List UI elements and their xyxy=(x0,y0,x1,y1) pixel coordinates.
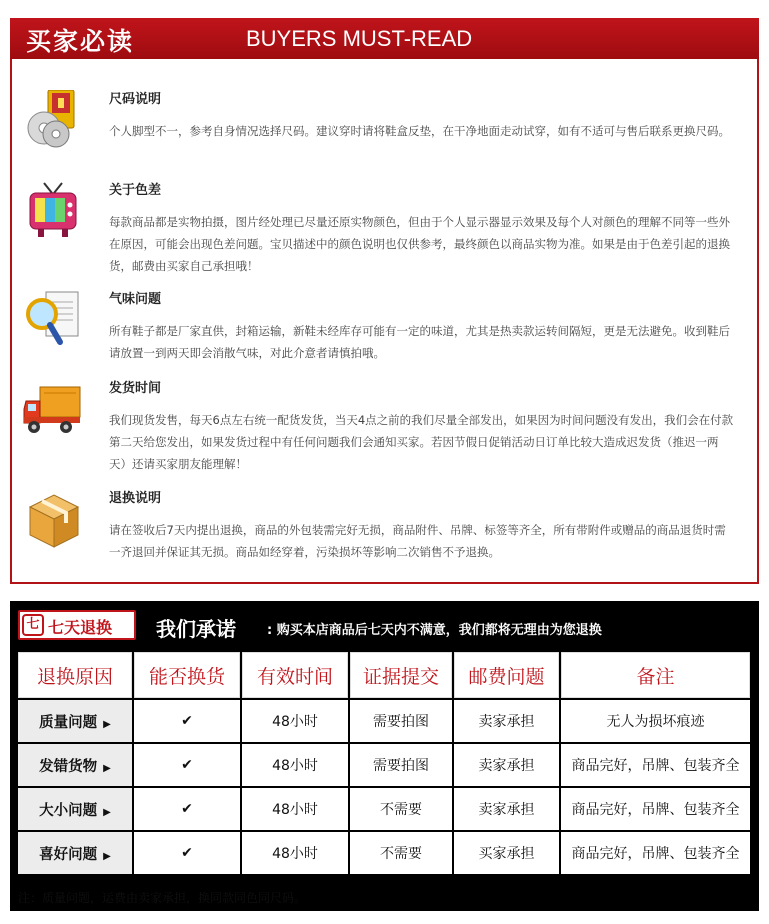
book-cd-icon xyxy=(22,90,84,152)
table-header-cell: 退换原因 xyxy=(18,652,132,698)
note: 无人为损坏痕迹 xyxy=(561,700,750,742)
magnifier-document-icon xyxy=(22,290,84,352)
arrow-right-icon: ▶ xyxy=(103,718,111,730)
row-reason xyxy=(18,744,132,786)
row-reason xyxy=(18,832,132,874)
check-icon: ✔ xyxy=(134,832,240,874)
postage: 买家承担 xyxy=(454,832,559,874)
check-icon: ✔ xyxy=(134,788,240,830)
section-title: 关于色差 xyxy=(109,183,162,198)
section-title: 气味问题 xyxy=(109,292,162,307)
header-title-en: BUYERS MUST-READ xyxy=(246,26,473,51)
evidence: 不需要 xyxy=(350,832,452,874)
table-header-cell: 能否换货 xyxy=(134,652,240,698)
arrow-right-icon: ▶ xyxy=(103,806,111,818)
valid-time: 48小时 xyxy=(242,832,348,874)
reason-label: 发错货物 xyxy=(39,758,98,775)
section-text: 请在签收后7天内提出退换，商品的外包装需完好无损，商品附件、吊牌、标签等齐全，所有带附件或赠品的商品退货时需一齐退回并保证其无损。商品如经穿着，污染损坏等影响二次销售不予退换。 xyxy=(109,523,726,559)
section-text: 每款商品都是实物拍摄，图片经处理已尽量还原实物颜色，但由于个人显示器显示效果及每个人对颜色的理解不同等一些外在原因，可能会出现色差问题。宝贝描述中的颜色说明也仅供参考，最终颜色以商品实物为准。如果是由于色差引起的退换货，邮费由买家自己承担哦！ xyxy=(109,215,730,273)
valid-time: 48小时 xyxy=(242,700,348,742)
note: 商品完好，吊牌、包装齐全 xyxy=(561,744,750,786)
badge-label: 七天退换 xyxy=(48,618,113,637)
evidence: 需要拍图 xyxy=(350,744,452,786)
header-title-cn: 买家必读 xyxy=(26,27,135,56)
note: 商品完好，吊牌、包装齐全 xyxy=(561,832,750,874)
footnote: 注：质量问题，运费由卖家承担，换同款同色同尺码。 xyxy=(18,891,307,905)
note: 商品完好，吊牌、包装齐全 xyxy=(561,788,750,830)
reason-label: 质量问题 xyxy=(39,714,98,731)
tv-icon xyxy=(22,181,84,243)
check-icon: ✔ xyxy=(134,744,240,786)
seven-day-return-badge xyxy=(18,610,136,640)
buyers-must-read-header xyxy=(10,18,759,59)
promise-header xyxy=(10,606,753,650)
promise-title: 我们承诺 xyxy=(156,617,236,641)
evidence: 需要拍图 xyxy=(350,700,452,742)
arrow-right-icon: ▶ xyxy=(103,762,111,774)
table-header-cell: 有效时间 xyxy=(242,652,348,698)
section-title: 发货时间 xyxy=(109,381,162,396)
table-row xyxy=(18,700,750,742)
package-box-icon xyxy=(22,489,84,551)
section-text: 所有鞋子都是厂家直供，封箱运输，新鞋未经库存可能有一定的味道，尤其是热卖款运转间隔短，更是无法避免。收到鞋后请放置一到两天即会消散气味，对此介意者请慎拍哦。 xyxy=(109,324,730,360)
table-row xyxy=(18,832,750,874)
row-reason xyxy=(18,700,132,742)
evidence: 不需要 xyxy=(350,788,452,830)
row-reason xyxy=(18,788,132,830)
promise-subtitle: : 购买本店商品后七天内不满意，我们都将无理由为您退换 xyxy=(267,623,602,638)
table-header-cell: 邮费问题 xyxy=(454,652,559,698)
section-title: 退换说明 xyxy=(109,491,162,506)
delivery-truck-icon xyxy=(22,379,84,441)
return-policy-table xyxy=(16,650,752,876)
section-title: 尺码说明 xyxy=(109,92,162,107)
table-header-cell: 证据提交 xyxy=(350,652,452,698)
table-row xyxy=(18,744,750,786)
reason-label: 喜好问题 xyxy=(39,846,98,863)
valid-time: 48小时 xyxy=(242,744,348,786)
postage: 卖家承担 xyxy=(454,700,559,742)
section-text: 我们现货发售，每天6点左右统一配货发货，当天4点之前的我们尽量全部发出，如果因为时间问题没有发出，我们会在付款第二天给您发出，如果发货过程中有任何问题我们会通知买家。若因节假日促销活动日订单比较大造成迟发货（推迟一两天）还请买家朋友能理解！ xyxy=(109,413,734,471)
arrow-right-icon: ▶ xyxy=(103,850,111,862)
seven-day-icon: 七 xyxy=(22,614,44,636)
check-icon: ✔ xyxy=(134,700,240,742)
table-row xyxy=(18,788,750,830)
table-header-cell: 备注 xyxy=(561,652,750,698)
valid-time: 48小时 xyxy=(242,788,348,830)
table-header-row xyxy=(18,652,750,698)
section-text: 个人脚型不一，参考自身情况选择尺码。建议穿时请将鞋盒反垫，在干净地面走动试穿，如有不适可与售后联系更换尺码。 xyxy=(109,124,730,138)
reason-label: 大小问题 xyxy=(39,802,98,819)
postage: 卖家承担 xyxy=(454,744,559,786)
postage: 卖家承担 xyxy=(454,788,559,830)
